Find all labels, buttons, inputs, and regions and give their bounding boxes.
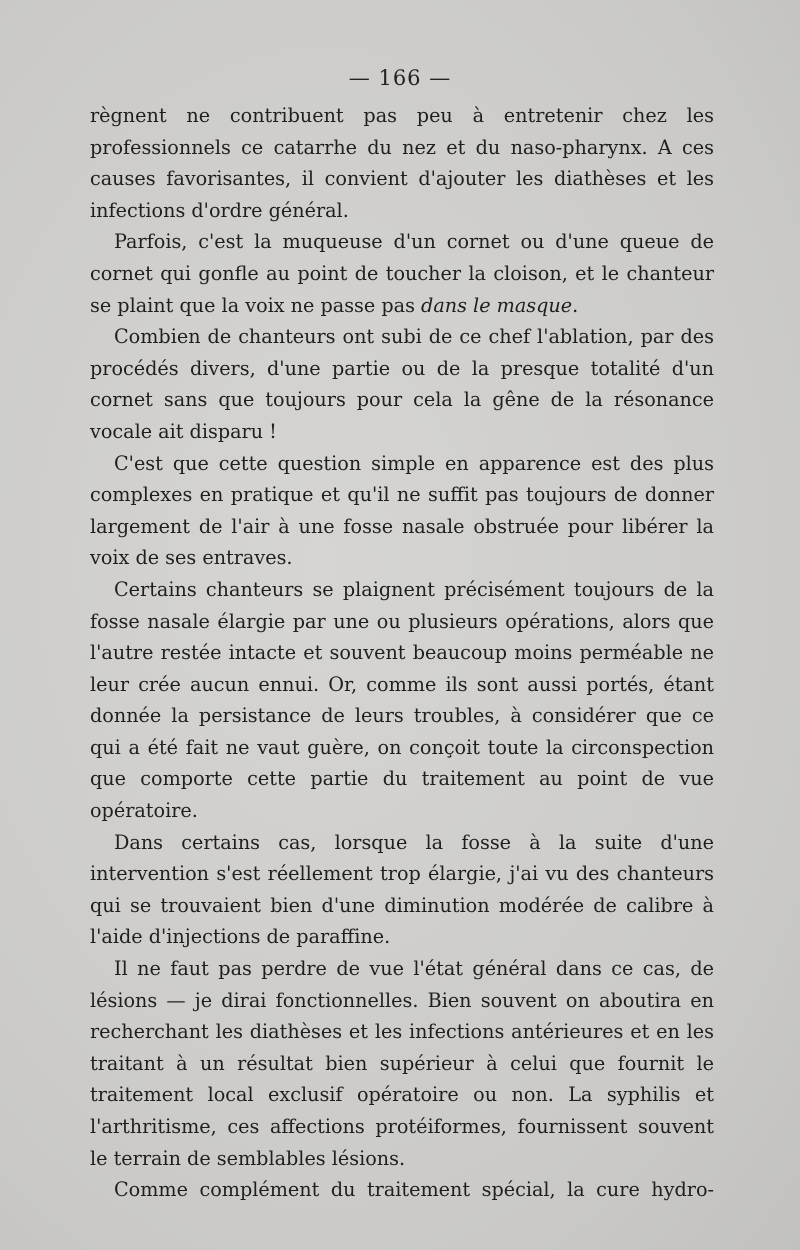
paragraph-8: Comme complément du traitement spécial, la cure hydro-	[114, 1178, 714, 1202]
paragraph-6: Dans certains cas, lorsque la fosse à la suite d'une intervention s'est réellement trop élargie, j'ai vu des chanteurs qui se trouvaient bien d'une diminution modérée de calibre à l'aide d'injections de paraffine.	[90, 830, 714, 949]
paragraph-1: règnent ne contribuent pas peu à entretenir chez les professionnels ce catarrhe du nez et du naso-pharynx. A ces causes favorisantes, il convient d'ajouter les diathèses et les infections d'ordre général.	[90, 104, 714, 222]
paragraph-5: Certains chanteurs se plaignent précisément toujours de la fosse nasale élargie par une ou plusieurs opérations, alors que l'autre restée intacte et souvent beaucoup moins perméable ne leur crée aucun ennui. Or, comme ils sont aussi portés, étant donnée la persistance de leurs troubles, à considérer que ce qui a été fait ne vaut guère, on conçoit toute la circonspection que comporte cette partie du traitement au point de vue opératoire.	[90, 577, 714, 823]
body-text	[90, 100, 714, 1206]
paragraph-2-text: Parfois, c'est la muqueuse d'un cornet ou d'une queue de cornet qui gonfle au point de toucher la cloison, et le chanteur se plaint que la voix ne passe pas	[90, 230, 714, 317]
paragraph-7: Il ne faut pas perdre de vue l'état général dans ce cas, de lésions — je dirai fonctionnelles. Bien souvent on aboutira en recherchant les diathèses et les infections antérieures et en les traitant à un résultat bien supérieur à celui que fournit le traitement local exclusif opératoire ou non. La syphilis et l'arthritisme, ces affections protéiformes, fournissent souvent le terrain de semblables lésions.	[90, 957, 714, 1170]
paragraph-4: C'est que cette question simple en apparence est des plus complexes en pratique et qu'il ne suffit pas toujours de donner largement de l'air à une fosse nasale obstruée pour libérer la voix de ses entraves.	[90, 451, 714, 570]
paragraph-3: Combien de chanteurs ont subi de ce chef l'ablation, par des procédés divers, d'une partie ou de la presque totalité d'un cornet sans que toujours pour cela la gêne de la résonance vocale ait disparu !	[90, 325, 714, 443]
italic-phrase: dans le masque	[421, 293, 573, 317]
page-number: — 166 —	[348, 66, 452, 90]
paragraph-2-end: .	[572, 293, 579, 317]
paragraph-2	[90, 226, 714, 321]
